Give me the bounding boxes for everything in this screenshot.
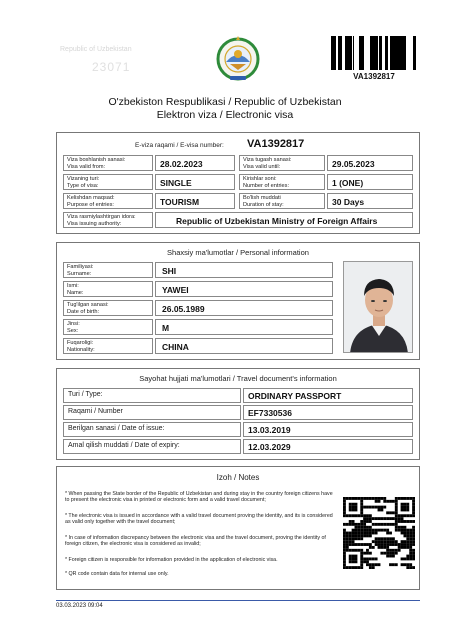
nationality-value: CHINA xyxy=(162,342,189,352)
purpose-label-uz: Kelishdan maqsad: xyxy=(67,195,115,201)
visa-type-value-cell xyxy=(155,174,235,190)
document-title-country: O'zbekiston Respublikasi / Republic of Uzbekistan xyxy=(108,96,342,108)
expiry-date-label: Amal qilish muddati / Date of expiry: xyxy=(68,442,180,449)
note-item: * When passing the State border of the Republic of Uzbekistan and during stay in the country foreign citizens have to present the electronic visa in printed or electronic form and a valid travel document; xyxy=(65,491,333,504)
personal-section xyxy=(56,242,420,360)
duration-label-en: Duration of stay: xyxy=(243,201,284,208)
qr-code-icon xyxy=(343,497,415,569)
purpose-value: TOURISM xyxy=(160,197,200,207)
holder-photo-image xyxy=(344,262,413,353)
issue-date-label-cell xyxy=(63,422,241,437)
valid-from-label-en: Visa valid from: xyxy=(67,163,106,170)
name-value-cell xyxy=(155,281,333,297)
sex-label-cell xyxy=(63,319,153,335)
authority-label-en: Visa issuing authority: xyxy=(67,220,122,227)
print-timestamp: 03.03.2023 09:04 xyxy=(56,603,103,609)
duration-label-cell xyxy=(239,193,325,209)
holder-photo xyxy=(343,261,413,353)
personal-section-title: Shaxsiy ma'lumotlar / Personal information xyxy=(167,248,309,257)
expiry-date-label-cell xyxy=(63,439,241,454)
duration-value-cell xyxy=(327,193,413,209)
notes-title: Izoh / Notes xyxy=(216,473,260,482)
purpose-label-cell xyxy=(63,193,153,209)
nationality-label-en: Nationality: xyxy=(67,346,95,353)
surname-label-uz: Familiyasi: xyxy=(67,264,94,270)
valid-until-label-cell xyxy=(239,155,325,171)
nationality-label-cell xyxy=(63,338,153,354)
issue-date-value-cell xyxy=(243,422,413,437)
valid-from-value: 28.02.2023 xyxy=(160,159,203,169)
barcode-icon xyxy=(331,36,417,70)
dob-label-cell xyxy=(63,300,153,316)
valid-until-value: 29.05.2023 xyxy=(332,159,375,169)
purpose-label-en: Purpose of entries: xyxy=(67,201,114,208)
sex-label-uz: Jinsi: xyxy=(67,321,80,327)
dob-value: 26.05.1989 xyxy=(162,304,205,314)
visa-section xyxy=(56,132,420,234)
nationality-value-cell xyxy=(155,338,333,354)
valid-until-label-uz: Viza tugash sanasi: xyxy=(243,157,292,163)
document-title-type: Elektron viza / Electronic visa xyxy=(156,109,294,121)
doc-number-label-cell xyxy=(63,405,241,420)
authority-label-uz: Viza rasmiylashtirgan idora: xyxy=(67,214,136,220)
visa-type-value: SINGLE xyxy=(160,178,192,188)
dob-value-cell xyxy=(155,300,333,316)
travel-document-section xyxy=(56,368,420,460)
valid-until-value-cell xyxy=(327,155,413,171)
entries-label-uz: Kirishlar soni: xyxy=(243,176,277,182)
expiry-date-value: 12.03.2029 xyxy=(248,442,291,452)
surname-label-en: Surname: xyxy=(67,270,92,277)
note-item: * The electronic visa is issued in accordance with a valid travel document proving the identity, and its is considered as valid only together with the travel document; xyxy=(65,513,333,526)
doc-type-label: Turi / Type: xyxy=(68,391,103,398)
watermark-text: Republic of Uzbekistan xyxy=(60,46,132,53)
surname-label-cell xyxy=(63,262,153,278)
note-item: * QR code contain data for internal use only. xyxy=(65,571,169,577)
name-value: YAWEI xyxy=(162,285,189,295)
name-label-uz: Ismi: xyxy=(67,283,79,289)
name-label-en: Name: xyxy=(67,289,84,296)
travel-section-title: Sayohat hujjati ma'lumotlari / Travel document's information xyxy=(139,374,337,383)
visa-type-label-en: Type of visa: xyxy=(67,182,99,189)
watermark-number: 23071 xyxy=(92,60,131,74)
doc-number-value: EF7330536 xyxy=(248,408,292,418)
barcode-number: VA1392817 xyxy=(353,72,395,81)
name-label-cell xyxy=(63,281,153,297)
authority-value: Republic of Uzbekistan Ministry of Foreign Affairs xyxy=(176,216,378,226)
valid-from-label-cell xyxy=(63,155,153,171)
visa-number: VA1392817 xyxy=(247,138,305,150)
doc-number-label: Raqami / Number xyxy=(68,408,123,415)
valid-until-label-en: Visa valid until: xyxy=(243,163,281,170)
footer-divider xyxy=(56,600,420,601)
valid-from-value-cell xyxy=(155,155,235,171)
entries-label-en: Number of entries: xyxy=(243,182,290,189)
note-item: * In case of information discrepancy between the electronic visa and the travel document, proving the identity of foreign citizen, the electronic visa is considered as invalid; xyxy=(65,535,326,548)
duration-label-uz: Bo'lish muddati xyxy=(243,195,281,201)
entries-value-cell xyxy=(327,174,413,190)
valid-from-label-uz: Viza boshlanish sanasi: xyxy=(67,157,126,163)
doc-type-label-cell xyxy=(63,388,241,403)
dob-label-en: Date of birth: xyxy=(67,308,100,315)
notes-section xyxy=(56,466,420,590)
issue-date-label: Berilgan sanasi / Date of issue: xyxy=(68,425,165,432)
duration-value: 30 Days xyxy=(332,197,365,207)
sex-label-en: Sex: xyxy=(67,327,79,334)
authority-label-cell xyxy=(63,212,153,228)
nationality-label-uz: Fuqaroligi: xyxy=(67,340,94,346)
visa-number-label: E-viza raqami / E-visa number: xyxy=(135,142,224,149)
state-emblem-icon xyxy=(216,34,260,84)
purpose-value-cell xyxy=(155,193,235,209)
sex-value-cell xyxy=(155,319,333,335)
doc-number-value-cell xyxy=(243,405,413,420)
entries-value: 1 (ONE) xyxy=(332,178,364,188)
issue-date-value: 13.03.2019 xyxy=(248,425,291,435)
expiry-date-value-cell xyxy=(243,439,413,454)
visa-type-label-uz: Vizaning turi: xyxy=(67,176,100,182)
doc-type-value-cell xyxy=(243,388,413,403)
entries-label-cell xyxy=(239,174,325,190)
dob-label-uz: Tug'ilgan sanasi: xyxy=(67,302,109,308)
surname-value: SHI xyxy=(162,266,177,276)
doc-type-value: ORDINARY PASSPORT xyxy=(248,391,342,401)
surname-value-cell xyxy=(155,262,333,278)
authority-value-cell xyxy=(155,212,413,228)
sex-value: M xyxy=(162,323,170,333)
visa-type-label-cell xyxy=(63,174,153,190)
note-item: * Foreign citizen is responsible for information provided in the application of electronic visa. xyxy=(65,557,278,563)
